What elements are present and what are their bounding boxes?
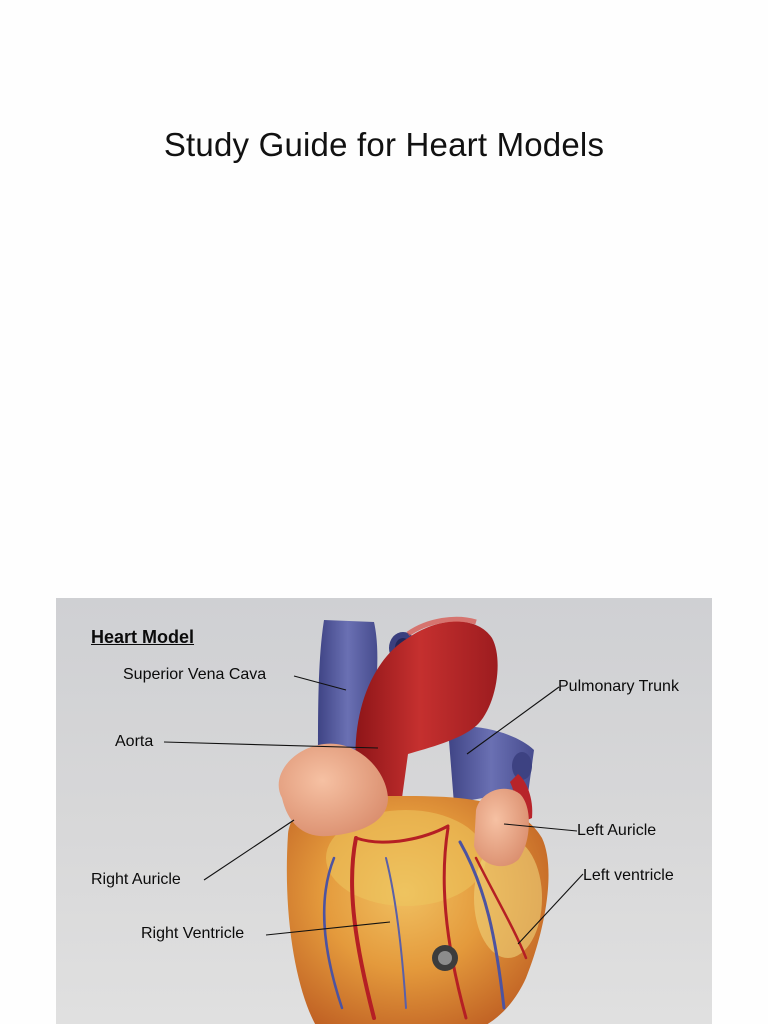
label-pulmonary-trunk: Pulmonary Trunk bbox=[558, 678, 679, 695]
label-superior-vena-cava: Superior Vena Cava bbox=[123, 666, 267, 683]
label-aorta: Aorta bbox=[115, 733, 154, 750]
heart-illustration bbox=[56, 598, 712, 1024]
left-auricle-shape bbox=[474, 789, 529, 866]
heart-model-photo bbox=[56, 598, 712, 1024]
figure-heading: Heart Model bbox=[91, 627, 195, 647]
label-left-ventricle: Left ventricle bbox=[583, 867, 674, 884]
page-title: Study Guide for Heart Models bbox=[163, 126, 605, 163]
label-right-auricle: Right Auricle bbox=[91, 871, 181, 888]
label-right-ventricle: Right Ventricle bbox=[141, 925, 245, 942]
label-left-auricle: Left Auricle bbox=[577, 822, 657, 839]
